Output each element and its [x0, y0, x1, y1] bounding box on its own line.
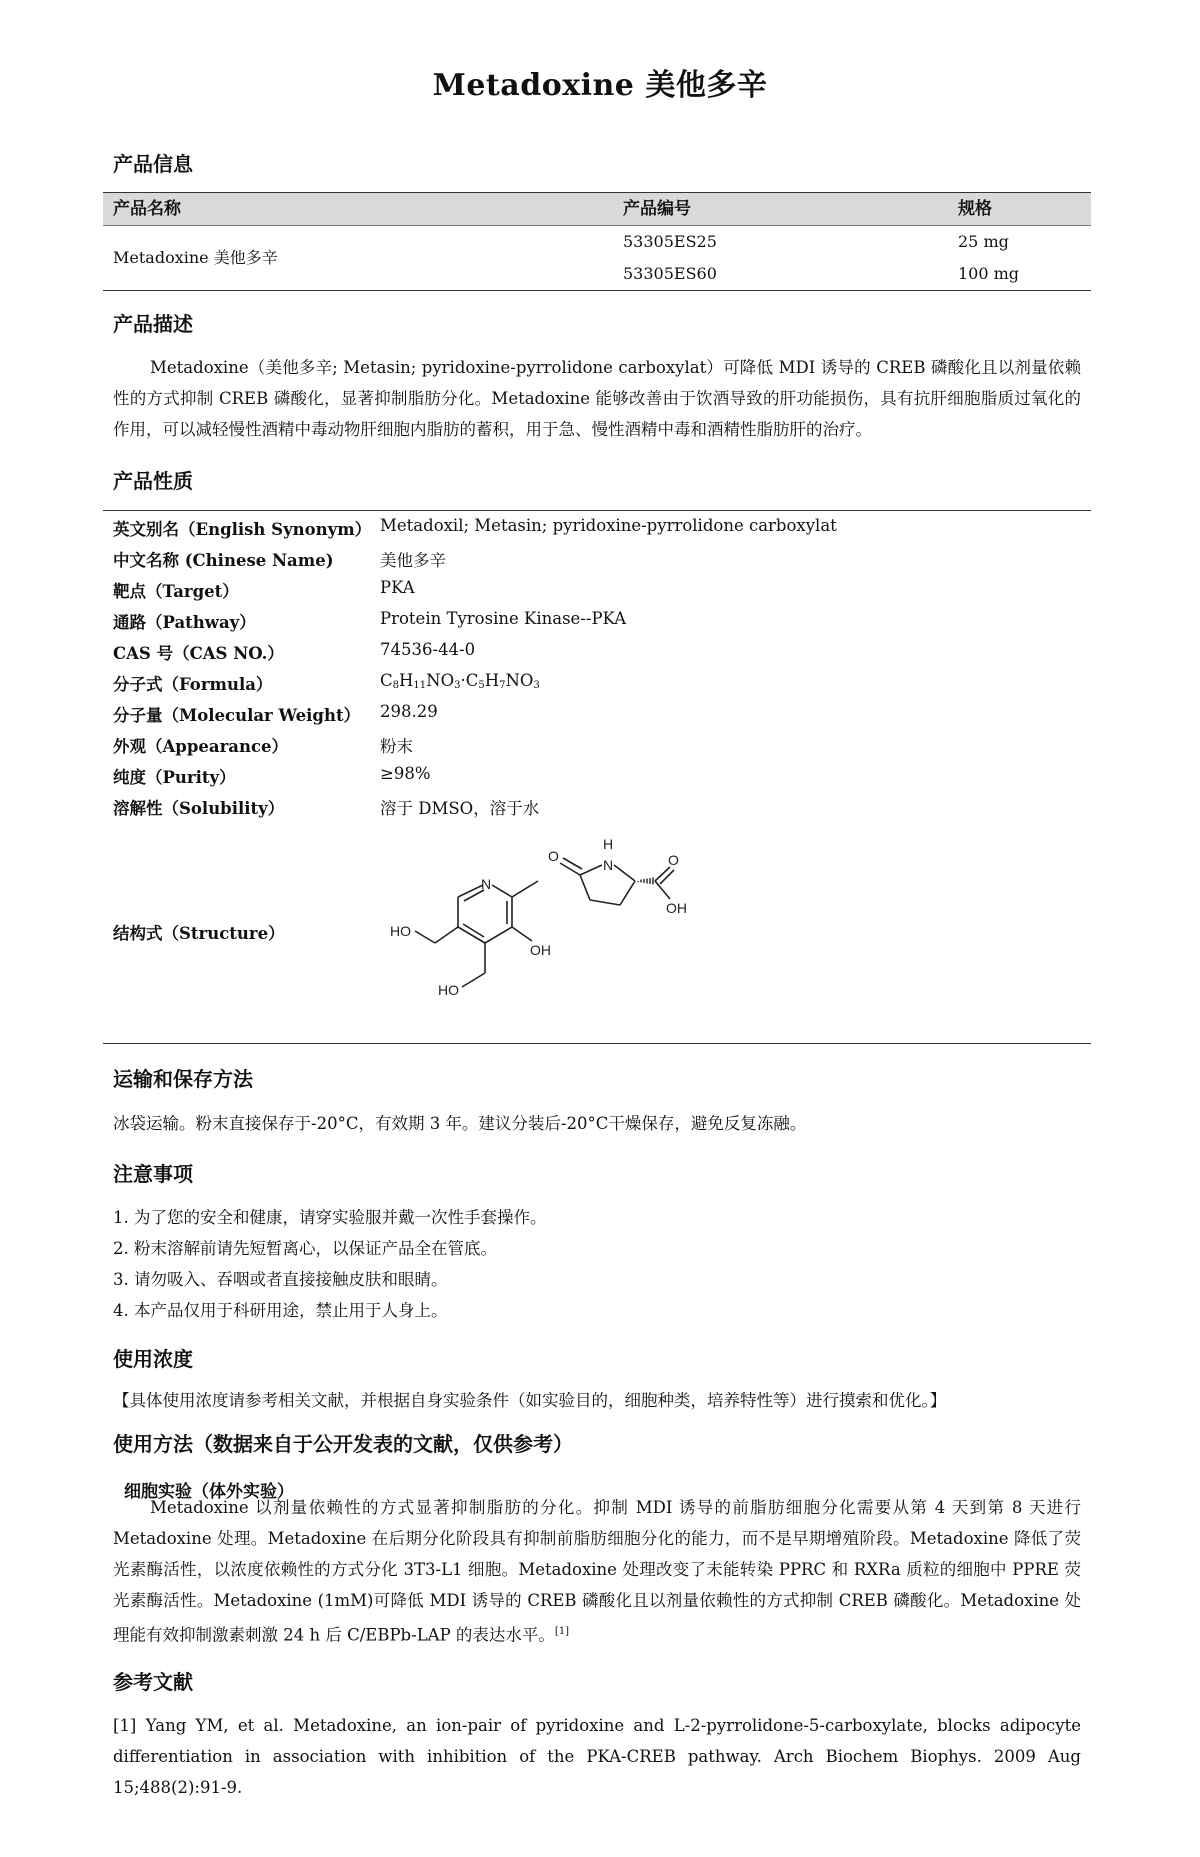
atom-oh: OH: [530, 942, 551, 958]
product-name-cell: Metadoxine 美他多辛: [113, 248, 278, 267]
property-key: 外观（Appearance）: [113, 737, 288, 756]
cell-experiment-text: [113, 1492, 1081, 1651]
property-value: 粉末: [380, 737, 413, 756]
header-name: 产品名称: [113, 199, 181, 219]
formula-value: $C_8H_{11}NO_3\cdot C_5H_7NO_3$: [380, 671, 540, 691]
atom-o: O: [548, 848, 559, 864]
property-key: 中文名称 (Chinese Name): [113, 551, 334, 570]
list-item: 2. 粉末溶解前请先短暂离心，以保证产品全在管底。: [113, 1239, 497, 1258]
page-title: Metadoxine 美他多辛: [432, 68, 768, 103]
atom-ho: HO: [390, 923, 411, 939]
property-value: PKA: [380, 578, 415, 597]
property-key: 通路（Pathway）: [113, 613, 256, 632]
section-heading-notes: 注意事项: [113, 1162, 193, 1186]
section-heading-shipping: 运输和保存方法: [113, 1067, 253, 1091]
atom-o: O: [668, 852, 679, 868]
property-row: [113, 795, 1081, 826]
product-spec-cell: 100 mg: [958, 264, 1020, 283]
divider: [103, 1043, 1091, 1044]
atom-n: N: [603, 857, 614, 873]
section-heading-refs: 参考文献: [113, 1670, 193, 1694]
product-spec-cell: 25 mg: [958, 232, 1009, 251]
table-header-row: [103, 192, 1091, 226]
cell-experiment-body: Metadoxine 以剂量依赖性的方式显著抑制脂肪的分化。抑制 MDI 诱导的前脂肪细胞分化需要从第 4 天到第 8 天进行 Metadoxine 处理。Metadoxine 在后期分化阶段具有抑制前脂肪细胞分化的能力，而不是早期增殖阶段。Metadoxine 降低了荧光素酶活性，以浓度依赖性的方式分化 3T3-L1 细胞。Metadoxine 处理改变了未能转染 PPRC 和 RXRa 质粒的细胞中 PPRE 荧光素酶活性。Metadoxine (1mM)可降低 MDI 诱导的 CREB 磷酸化且以剂量依赖性的方式抑制 CREB 磷酸化。Metadoxine 处理能有效抑制激素刺激 24 h 后 C/EBPb-LAP 的表达水平。: [113, 1498, 1081, 1645]
property-key: 英文别名（English Synonym）: [113, 520, 372, 539]
property-row: [113, 547, 1081, 578]
property-row: [113, 578, 1081, 609]
product-code-cell: 53305ES25: [623, 232, 717, 251]
property-row: [113, 733, 1081, 764]
reference-text: [1] Yang YM, et al. Metadoxine, an ion-pair of pyridoxine and L-2-pyrrolidone-5-carboxylate, blocks adipocyte differentiation in association with inhibition of the PKA-CREB pathway. Arch Biochem Biophys. 2009 Aug 15;488(2):91-9.: [113, 1716, 1081, 1797]
property-key: 分子量（Molecular Weight）: [113, 706, 361, 725]
property-value: Protein Tyrosine Kinase--PKA: [380, 609, 627, 628]
section-heading-info: 产品信息: [113, 152, 193, 176]
property-value: ≥98%: [380, 764, 431, 783]
list-item: 3. 请勿吸入、吞咽或者直接接触皮肤和眼睛。: [113, 1270, 448, 1289]
property-row: [113, 640, 1081, 671]
header-spec: 规格: [958, 199, 992, 219]
property-value: 298.29: [380, 702, 438, 721]
atom-n: N: [481, 876, 492, 892]
atom-oh: OH: [666, 900, 687, 916]
cell-experiment-title: 细胞实验（体外实验）: [124, 1482, 294, 1502]
property-value: 74536-44-0: [380, 640, 476, 659]
property-value: 美他多辛: [380, 551, 446, 570]
citation-ref[interactable]: [1]: [554, 1626, 570, 1637]
divider: [103, 510, 1091, 511]
list-item: 1. 为了您的安全和健康，请穿实验服并戴一次性手套操作。: [113, 1208, 547, 1227]
section-heading-desc: 产品描述: [113, 312, 193, 336]
structure-diagram: [380, 835, 780, 1025]
section-heading-method: 使用方法（数据来自于公开发表的文献，仅供参考）: [113, 1432, 573, 1456]
product-info-table: [103, 192, 1091, 291]
list-item: 4. 本产品仅用于科研用途，禁止用于人身上。: [113, 1301, 448, 1320]
property-key: 分子式（Formula）: [113, 675, 273, 694]
section-heading-props: 产品性质: [113, 469, 193, 493]
concentration-text: 【具体使用浓度请参考相关文献，并根据自身实验条件（如实验目的，细胞种类，培养特性等）进行摸索和优化。】: [113, 1391, 947, 1410]
structure-label: 结构式（Structure）: [113, 924, 285, 943]
property-row: [113, 516, 1081, 547]
section-heading-conc: 使用浓度: [113, 1347, 193, 1371]
property-key: 纯度（Purity）: [113, 768, 236, 787]
property-key: CAS 号（CAS NO.）: [113, 644, 284, 663]
shipping-text: 冰袋运输。粉末直接保存于-20°C，有效期 3 年。建议分装后-20°C干燥保存，避免反复冻融。: [113, 1114, 807, 1133]
atom-h: H: [603, 836, 614, 852]
property-key: 靶点（Target）: [113, 582, 239, 601]
atom-ho: HO: [438, 982, 459, 998]
product-code-cell: 53305ES60: [623, 264, 717, 283]
property-row: [113, 671, 1081, 702]
property-value: 溶于 DMSO，溶于水: [380, 799, 540, 818]
property-value: Metadoxil; Metasin; pyridoxine-pyrrolidone carboxylat: [380, 516, 837, 535]
property-key: 溶解性（Solubility）: [113, 799, 285, 818]
property-row: [113, 702, 1081, 733]
table-body: [103, 226, 1091, 291]
property-row: [113, 764, 1081, 795]
header-code: 产品编号: [623, 199, 691, 219]
description-text: Metadoxine（美他多辛; Metasin; pyridoxine-pyrrolidone carboxylat）可降低 MDI 诱导的 CREB 磷酸化且以剂量依赖性的方式抑制 CREB 磷酸化，显著抑制脂肪分化。Metadoxine 能够改善由于饮酒导致的肝功能损伤，具有抗肝细胞脂质过氧化的作用，可以减轻慢性酒精中毒动物肝细胞内脂肪的蓄积，用于急、慢性酒精中毒和酒精性脂肪肝的治疗。: [113, 358, 1081, 439]
property-row: [113, 609, 1081, 640]
